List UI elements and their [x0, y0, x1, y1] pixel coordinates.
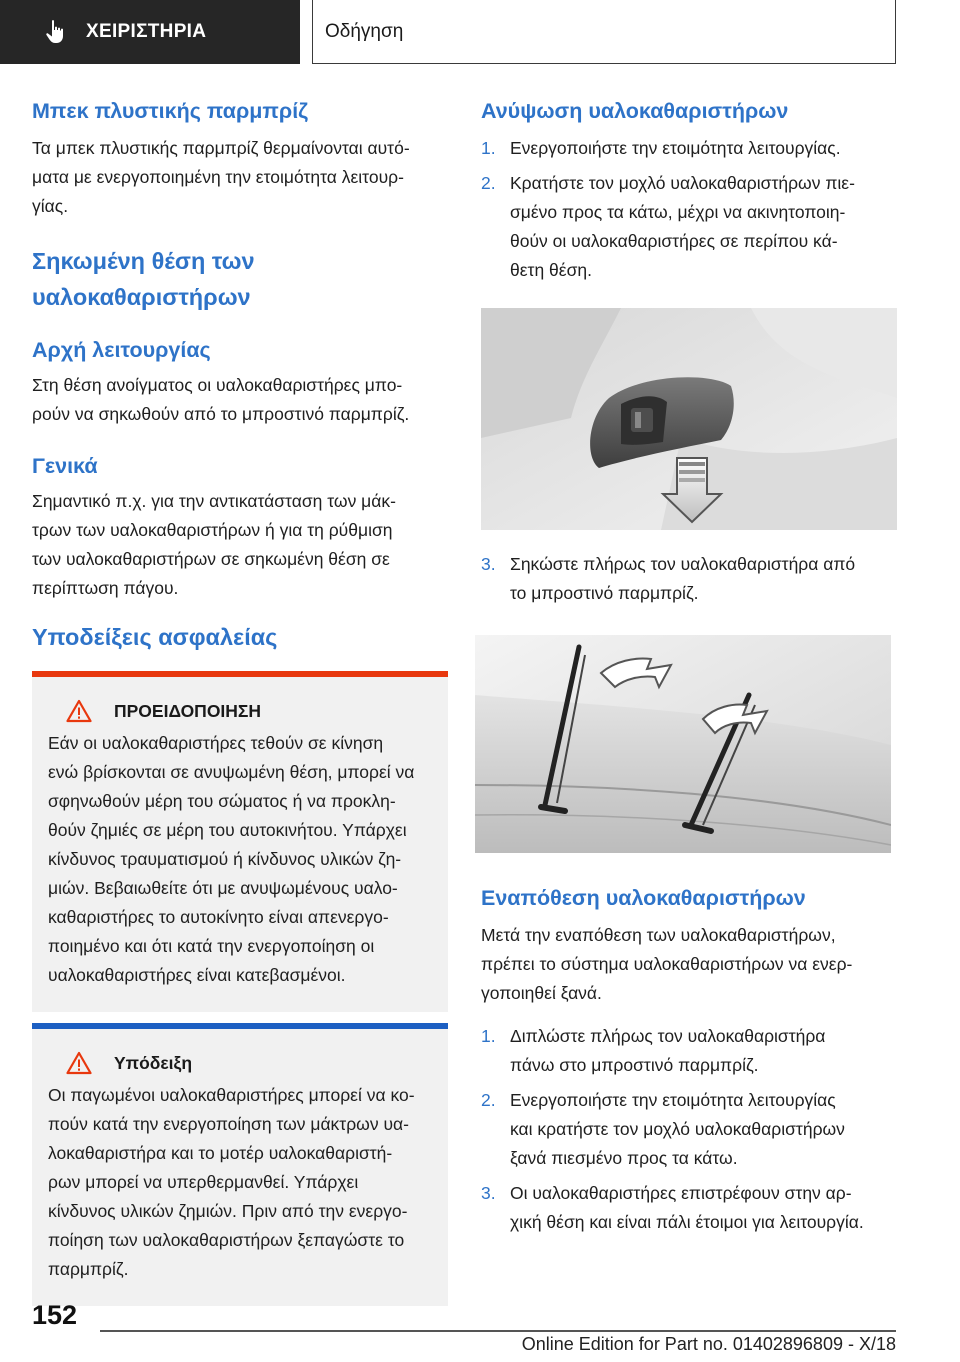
raised-position-heading: Σηκωμένη θέση των υαλοκαθαριστήρων: [32, 248, 255, 310]
nozzles-text: Τα μπεκ πλυστικής παρμπρίζ θερμαίνονται αυτό- ματα με ενεργοποιημένη την ετοιμότητα λειτουρ- γίας.: [32, 138, 410, 216]
list-item: [481, 550, 891, 608]
raised-wipers-image: [475, 635, 891, 853]
step-number: 2.: [481, 173, 496, 193]
raise-wipers-heading: Ανύψωση υαλοκαθαριστήρων: [481, 99, 789, 123]
page-number: 152: [32, 1300, 78, 1330]
hint-text: Οι παγωμένοι υαλοκαθαριστήρες μπορεί να κο- πούν κατά την ενεργοποίηση των μάκτρων υα- λοκαθαριστήρα και το μοτέρ υαλοκαθαριστή- ρων μπορεί να υπερθερμανθεί. Υπάρχει κίνδυνος υλικών ζημιών. Πριν από την ενεργο- ποίηση των υαλοκαθαριστήρων ξεπαγώστε το παρμπρίζ.: [48, 1085, 415, 1279]
step-number: 2.: [481, 1090, 496, 1110]
caution-triangle-icon: [66, 1051, 92, 1075]
step-text: Ενεργοποιήστε την ετοιμότητα λειτουργίας και κρατήστε τον μοχλό υαλοκαθαριστήρων ξανά πιεσμένο προς τα κάτω.: [510, 1090, 845, 1168]
raise-steps-list: [481, 134, 891, 285]
left-column: [32, 96, 448, 1306]
right-column: [481, 96, 891, 1237]
nozzles-heading: Μπεκ πλυστικής παρμπρίζ: [32, 99, 309, 123]
principle-text: Στη θέση ανοίγματος οι υαλοκαθαριστήρες μπο- ρούν να σηκωθούν από το μπροστινό παρμπρίζ.: [32, 375, 410, 424]
general-text: Σημαντικό π.χ. για την αντικατάσταση των μάκ- τρων των υαλοκαθαριστήρων ή για τη ρύθμιση των υαλοκαθαριστήρων σε σηκωμένη θέση σε περίπτωση πάγου.: [32, 491, 396, 598]
list-item: [481, 1022, 891, 1080]
breadcrumb-label: Οδήγηση: [325, 20, 404, 42]
list-item: [481, 169, 891, 285]
hand-pointer-icon: [44, 19, 68, 45]
wiper-lever-image: [481, 308, 897, 530]
warning-text: Εάν οι υαλοκαθαριστήρες τεθούν σε κίνηση ενώ βρίσκονται σε ανυψωμένη θέση, μπορεί να σφηνωθούν μέρη του σώματος ή να προκλη- θούν ζημιές σε μέρη του αυτοκινήτου. Υπάρχει κίνδυνος τραυματισμού ή κίνδυνος υλικών ζη- μιών. Βεβαιωθείτε ότι με ανυψωμένους υαλο- καθαριστήρες το αυτοκίνητο είναι απενεργο- ποιημένο και ότι κατά την ενεργοποίηση οι υαλοκαθαριστήρες είναι κατεβασμένοι.: [48, 733, 415, 985]
safety-heading: Υποδείξεις ασφαλείας: [32, 624, 278, 650]
edition-label: Online Edition for Part no. 01402896809 - X/18: [521, 1334, 896, 1354]
hint-header: [66, 1051, 432, 1075]
step-text: Ενεργοποιήστε την ετοιμότητα λειτουργίας.: [510, 138, 841, 158]
section-tab[interactable]: [0, 0, 300, 64]
step-number: 1.: [481, 138, 496, 158]
raise-step3-list: [481, 550, 891, 608]
step-text: Διπλώστε πλήρως τον υαλοκαθαριστήρα πάνω στο μπροστινό παρμπρίζ.: [510, 1026, 826, 1075]
wiper-lever-illustration: [481, 308, 897, 530]
hint-box: [32, 1023, 448, 1306]
footer-divider: [100, 1330, 896, 1332]
step-text: Οι υαλοκαθαριστήρες επιστρέφουν στην αρ- χική θέση και είναι πάλι έτοιμοι για λειτουργία.: [510, 1183, 864, 1232]
list-item: [481, 134, 891, 163]
lower-steps-list: [481, 1022, 891, 1237]
lower-wipers-text: Μετά την εναπόθεση των υαλοκαθαριστήρων, πρέπει το σύστημα υαλοκαθαριστήρων να ενερ- γοποιηθεί ξανά.: [481, 925, 853, 1003]
warning-title: ΠΡΟΕΙΔΟΠΟΙΗΣΗ: [114, 700, 262, 721]
step-number: 1.: [481, 1026, 496, 1046]
step-number: 3.: [481, 1183, 496, 1203]
warning-header: [66, 699, 432, 723]
warning-box: [32, 671, 448, 1012]
lower-wipers-heading: Εναπόθεση υαλοκαθαριστήρων: [481, 886, 806, 910]
list-item: [481, 1179, 891, 1237]
raised-wipers-illustration: [475, 635, 891, 853]
step-text: Σηκώστε πλήρως τον υαλοκαθαριστήρα από το μπροστινό παρμπρίζ.: [510, 554, 856, 603]
step-number: 3.: [481, 554, 496, 574]
principle-heading: Αρχή λειτουργίας: [32, 338, 211, 362]
step-text: Κρατήστε τον μοχλό υαλοκαθαριστήρων πιε- σμένο προς τα κάτω, μέχρι να ακινητοποιη- θούν οι υαλοκαθαριστήρες σε περίπου κά- θετη θέση.: [510, 173, 855, 280]
breadcrumb[interactable]: [312, 0, 896, 64]
warning-triangle-icon: [66, 699, 92, 723]
list-item: [481, 1086, 891, 1173]
hint-title: Υπόδειξη: [114, 1052, 193, 1073]
section-tab-label: ΧΕΙΡΙΣΤΗΡΙΑ: [86, 21, 207, 42]
general-heading: Γενικά: [32, 454, 98, 478]
